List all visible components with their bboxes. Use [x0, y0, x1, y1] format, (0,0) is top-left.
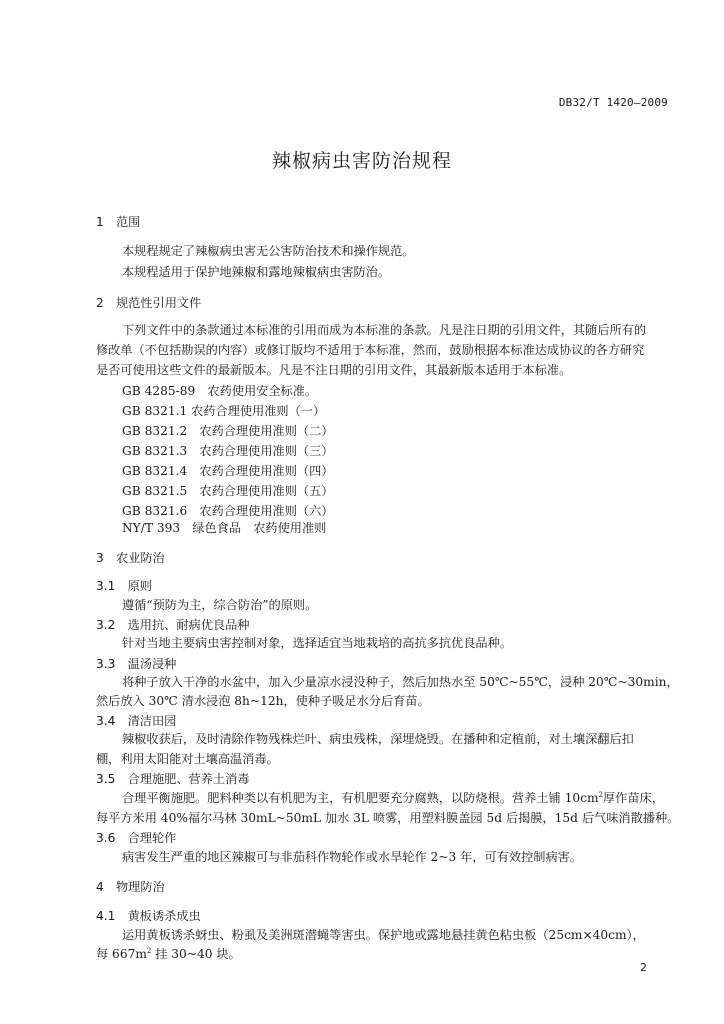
- page-number: 2: [640, 961, 647, 974]
- section-2-para-line-2: 修改单（不包括勘误的内容）或修订版均不适用于本标准，然而，鼓励根据本标准达成协议的各方研究: [96, 343, 645, 357]
- superscript: 2: [146, 946, 152, 955]
- superscript: 2: [598, 790, 603, 799]
- section-3-3-heading: 3.3 温汤浸种: [96, 657, 177, 671]
- section-3-4-para-line-1: 辣椒收获后，及时清除作物残株烂叶、病虫残株，深埋烧毁。在播种和定植前，对土壤深翻后扣: [122, 732, 634, 746]
- text: 然后放入 30: [96, 694, 165, 708]
- section-3-4-para-line-2: 棚，利用太阳能对土壤高温消毒。: [96, 752, 279, 766]
- section-3-1-para: 遵循“预防为主，综合防治”的原则。: [122, 598, 318, 612]
- section-3-6-heading: 3.6 合理轮作: [96, 831, 177, 845]
- reference-item: GB 8321.1 农药合理使用准则（一）: [122, 404, 326, 418]
- reference-item: GB 4285-89 农药使用安全标准。: [122, 384, 318, 398]
- section-4-1-para-line-2: [96, 946, 241, 962]
- text: 每 667m: [96, 947, 147, 961]
- section-2-heading: 2 规范性引用文件: [96, 296, 202, 310]
- page-title: 辣椒病虫害防治规程: [271, 150, 452, 172]
- reference-item: GB 8321.4 农药合理使用准则（四）: [122, 464, 334, 478]
- section-3-2-para: 针对当地主要病虫害控制对象，选择适宜当地栽培的高抗多抗优良品种。: [122, 636, 512, 650]
- section-3-heading: 3 农业防治: [96, 551, 165, 565]
- reference-item: GB 8321.3 农药合理使用准则（三）: [122, 444, 334, 458]
- section-1-para-1: 本规程规定了辣椒病虫害无公害防治技术和操作规范。: [122, 244, 415, 258]
- section-3-5-heading: 3.5 合理施肥、营养土消毒: [96, 772, 250, 786]
- section-4-1-para-line-1: 运用黄板诱杀蚜虫、粉虱及美洲斑潜蝇等害虫。保护地或露地悬挂黄色粘虫板（25cm×40cm），: [122, 928, 645, 942]
- reference-item: GB 8321.5 农药合理使用准则（五）: [122, 484, 334, 498]
- section-3-6-para: 病害发生严重的地区辣椒可与非茄科作物轮作或水旱轮作 2~3 年，可有效控制病害。: [122, 850, 583, 864]
- reference-item: GB 8321.2 农药合理使用准则（二）: [122, 424, 334, 438]
- section-3-4-heading: 3.4 清洁田园: [96, 714, 177, 728]
- section-3-3-para-line-2: [96, 693, 430, 709]
- text: 将种子放入干净的水盆中，加入少量凉水浸没种子，然后加热水至 50: [122, 675, 495, 689]
- section-1-heading: 1 范围: [96, 215, 141, 229]
- section-4-heading: 4 物理防治: [96, 880, 165, 894]
- section-2-para-line-3: 是否可使用这些文件的最新版本。凡是不注日期的引用文件，其最新版本适用于本标准。: [96, 363, 572, 377]
- section-3-3-para-line-1: [122, 674, 679, 690]
- text: ℃~30min，: [603, 675, 679, 689]
- text: ℃ 清水浸泡 8h~12h，使种子吸足水分后育苗。: [164, 694, 430, 708]
- reference-item: NY/T 393 绿色食品 农药使用准则: [122, 521, 327, 535]
- section-2-para-line-1: 下列文件中的条款通过本标准的引用而成为本标准的条款。凡是注日期的引用文件，其随后所有的: [122, 323, 647, 337]
- text: ℃~55: [494, 675, 535, 689]
- section-4-1-heading: 4.1 黄板诱杀成虫: [96, 909, 201, 923]
- text: 挂 30~40 块。: [151, 947, 241, 961]
- reference-item: GB 8321.6 农药合理使用准则（六）: [122, 504, 334, 518]
- standard-code: DB32/T 1420—2009: [558, 96, 668, 109]
- section-3-2-heading: 3.2 选用抗、耐病优良品种: [96, 618, 250, 632]
- text: 厚作苗床，: [602, 791, 664, 805]
- section-1-para-2: 本规程适用于保护地辣椒和露地辣椒病虫害防治。: [122, 265, 391, 279]
- section-3-5-para-line-1: [122, 790, 664, 806]
- text: ℃，浸种 20: [534, 675, 604, 689]
- section-3-1-heading: 3.1 原则: [96, 579, 152, 593]
- section-3-5-para-line-2: 每平方米用 40%福尔马林 30mL~50mL 加水 3L 喷雾，用塑料膜盖园 5d 后揭膜，15d 后气味消散播种。: [96, 811, 680, 825]
- text: 合理平衡施肥。肥料种类以有机肥为主，有机肥要充分腐熟，以防烧根。营养土铺 10cm: [122, 791, 599, 805]
